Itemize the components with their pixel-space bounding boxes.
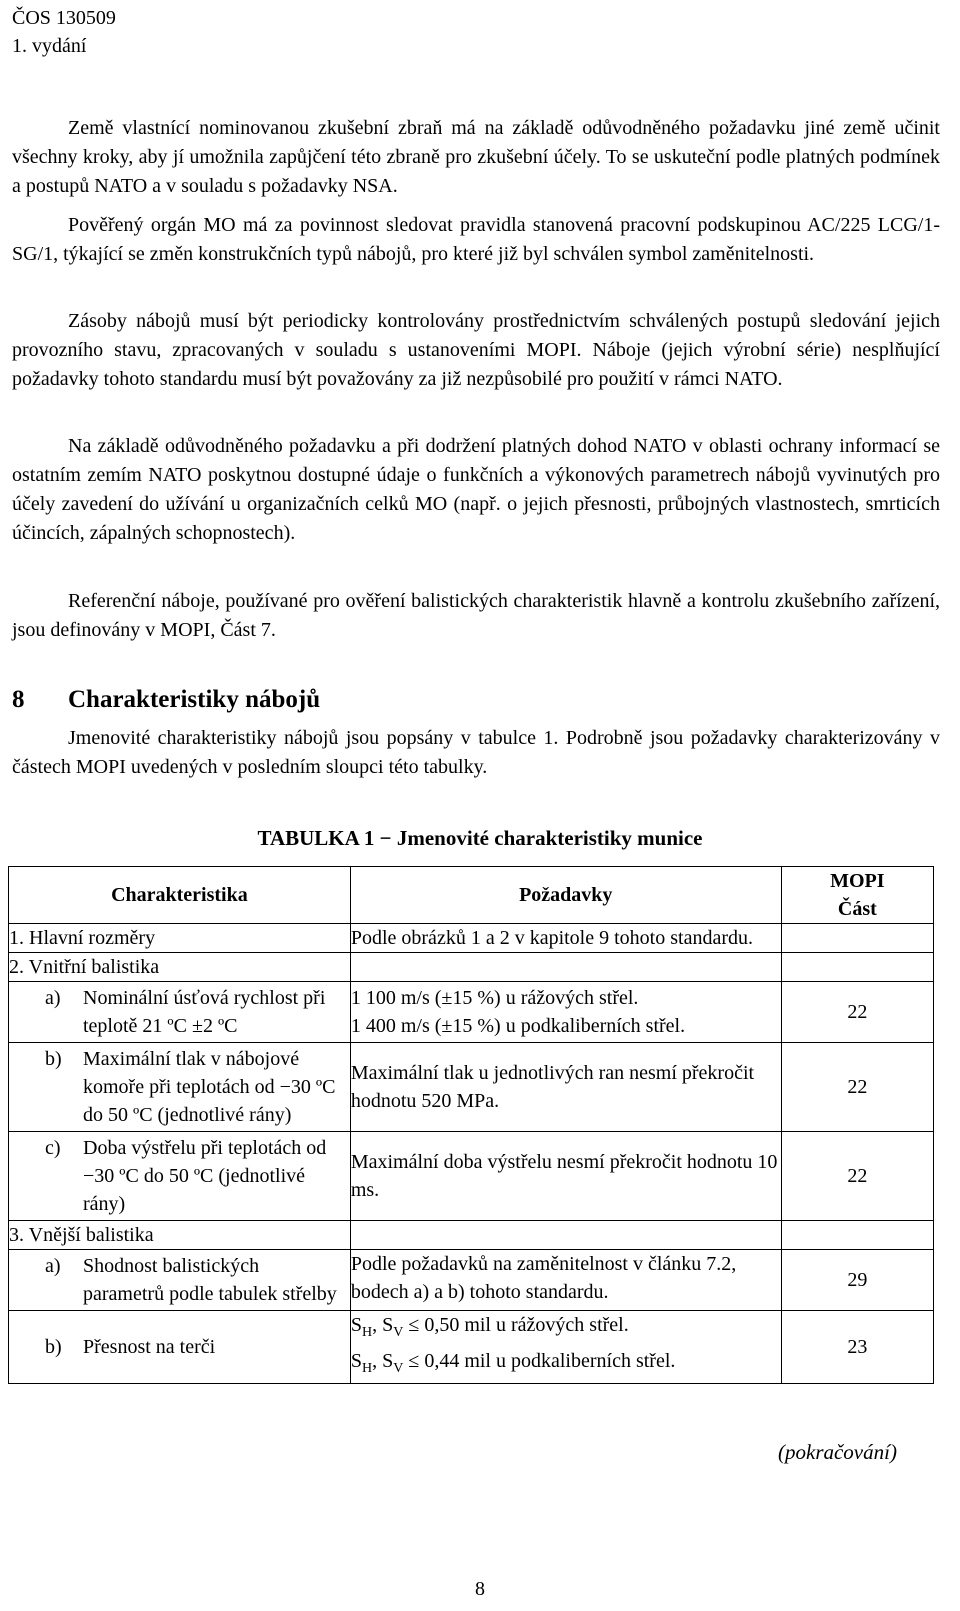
row-label: 2. Vnitřní balistika — [9, 953, 351, 982]
row-label: 3. Vnější balistika — [9, 1221, 351, 1250]
table-row — [9, 1043, 934, 1132]
row-requirement: $S_H$, $S_V \le 0,50$ mil u rážových střel. $S_H$, $S_V \le 0,44$ mil u podkaliberních střel. — [350, 1311, 781, 1384]
row-mopi: 22 — [781, 1043, 933, 1132]
paragraph-3: Zásoby nábojů musí být periodicky kontrolovány prostřednictvím schválených postupů sledování jejich provozního stavu, zpracovaných v souladu s ustanoveními MOPI. Náboje (jejich výrobní série) nesplňující požadavky tohoto standardu musí být považovány za již nezpůsobilé pro použití v rámci NATO. — [12, 310, 940, 390]
row-requirement: Maximální doba výstřelu nesmí překročit hodnotu 10 ms. — [350, 1132, 781, 1221]
row-label: a) Shodnost balistických parametrů podle tabulek střelby — [9, 1250, 351, 1311]
row-requirement: Maximální tlak u jednotlivých ran nesmí překročit hodnotu 520 MPa. — [350, 1043, 781, 1132]
table-header-row — [9, 867, 934, 924]
table-row — [9, 1311, 934, 1384]
row-label: b) Maximální tlak v nábojové komoře při teplotách od −30 ºC do 50 ºC (jednotlivé rány) — [9, 1043, 351, 1132]
section-intro: Jmenovité charakteristiky nábojů jsou popsány v tabulce 1. Podrobně jsou požadavky charakterizovány v částech MOPI uvedených v posledním sloupci této tabulky. — [12, 727, 940, 778]
row-mopi — [781, 924, 933, 953]
paragraph-4: Na základě odůvodněného požadavku a při dodržení platných dohod NATO v oblasti ochrany informací se ostatním zemím NATO poskytnou dostupné údaje o funkčních a výkonových parametrech nábojů vyvinutých pro účely zavedení do užívání u organizačních celků MO (např. o jejich přesnosti, průbojných vlastnostech, smrticích účincích, zápalných schopnostech). — [12, 435, 940, 544]
table-row — [9, 1250, 934, 1311]
paragraph-1: Země vlastnící nominovanou zkušební zbraň má na základě odůvodněného požadavku jiné země učinit všechny kroky, aby jí umožnila zapůjčení této zbraně pro zkušební účely. To se uskuteční podle platných podmínek a postupů NATO a v souladu s požadavky NSA. — [12, 117, 940, 197]
table-row — [9, 982, 934, 1043]
page-number: 8 — [475, 1578, 485, 1600]
doc-edition: 1. vydání — [12, 35, 87, 57]
table-row — [9, 1132, 934, 1221]
row-requirement: Podle požadavků na zaměnitelnost v článku 7.2, bodech a) a b) tohoto standardu. — [350, 1250, 781, 1311]
table-caption: TABULKA 1 − Jmenovité charakteristiky munice — [257, 826, 703, 850]
characteristics-table — [8, 866, 934, 1384]
row-mopi: 22 — [781, 982, 933, 1043]
header-mopi: MOPI Část — [781, 867, 933, 924]
doc-code: ČOS 130509 — [12, 7, 116, 29]
row-label: b) Přesnost na terči — [9, 1311, 351, 1384]
header-characteristic: Charakteristika — [9, 867, 351, 924]
section-title: Charakteristiky nábojů — [68, 686, 321, 713]
table-row — [9, 953, 934, 982]
row-label: a) Nominální úsťová rychlost při teplotě 21 ºC ±2 ºC — [9, 982, 351, 1043]
table-row — [9, 1221, 934, 1250]
paragraph-5: Referenční náboje, používané pro ověření balistických charakteristik hlavně a kontrolu zkušebního zařízení, jsou definovány v MOPI, Část 7. — [12, 590, 940, 641]
paragraph-2: Pověřený orgán MO má za povinnost sledovat pravidla stanovená pracovní podskupinou AC/225 LCG/1-SG/1, týkající se změn konstrukčních typů nábojů, pro které již byl schválen symbol zaměnitelnosti. — [12, 214, 940, 265]
table-row — [9, 924, 934, 953]
section-number: 8 — [12, 686, 25, 713]
row-requirement: Podle obrázků 1 a 2 v kapitole 9 tohoto standardu. — [350, 924, 781, 953]
header-requirements: Požadavky — [350, 867, 781, 924]
row-label: c) Doba výstřelu při teplotách od −30 ºC do 50 ºC (jednotlivé rány) — [9, 1132, 351, 1221]
row-mopi: 23 — [781, 1311, 933, 1384]
row-mopi: 22 — [781, 1132, 933, 1221]
row-mopi: 29 — [781, 1250, 933, 1311]
row-requirement: 1 100 m/s (±15 %) u rážových střel. 1 400 m/s (±15 %) u podkaliberních střel. — [350, 982, 781, 1043]
continued-note: (pokračování) — [778, 1440, 897, 1464]
row-label: 1. Hlavní rozměry — [9, 924, 351, 953]
